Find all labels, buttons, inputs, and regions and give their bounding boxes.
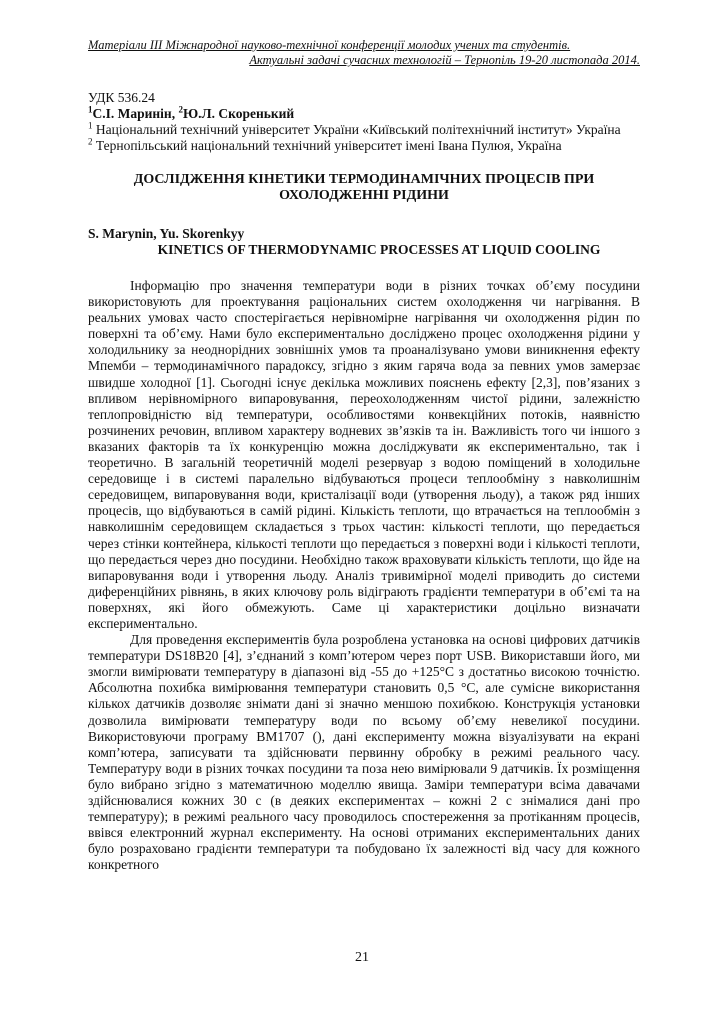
page-number: 21 <box>355 950 369 965</box>
body-paragraph-1: Інформацію про значення температури води в різних точках об’єму посудини використовують для проектування раціональних систем охолодження чи нагрівання. В реальних умовах часто спостерігається нерівномірне нагрівання чи охолодження рідин по поверхні та об’єму. Нами було експериментально досліджено процес охолодження рідини у холодильнику за неоднорідних зовнішніх умов та проаналізувано умови виникнення ефекту Мпемби – термодинамічного парадоксу, згідно з яким гаряча вода за певних умов замерзає швидше холодної [1]. Сьогодні існує декілька можливих пояснень ефекту [2,3], пов’язаних з впливом нерівномірного випаровування, переохолодженням чистої рідини, залежністю теплопровідністю від температури, особливостями конвекційних потоків, наявністю розчинених речовин, впливом характеру водневих зв’язків та ін. Важливість того чи іншого з вказаних факторів та їх конкуренцію можна досліджувати як експериментально, так і теоретично. В загальній теоретичній моделі резервуар з водою поміщений в холодильне середовище і в системі паралельно відбуваються процеси теплообміну з навколишнім середовищем, випаровування води, кристалізації води (утворення льоду), а також ряд інших процесів, що відбуваються в самій рідині. Кількість теплоти, що втрачається на теплообмін з навколишнім середовищем складається з трьох частин: кількості теплоти, що передається через стінки контейнера, кількості теплоти що передається з поверхні води і кількості теплоти, що передається через дно посудини. Необхідно також враховувати кількість теплоти, що йде на випаровування води і утворення льоду. Аналіз тривимірної моделі приводить до системи диференційних рівнянь, в яких ключову роль відіграють градієнти температури в об’ємі та на поверхнях, які його обмежують. Саме ці характеристики доцільно визначати експериментально. <box>88 278 640 631</box>
affiliation-2 <box>88 138 640 154</box>
author-2-name: Ю.Л. Скоренький <box>182 106 295 121</box>
body-paragraph-2: Для проведення експериментів була розроблена установка на основі цифрових датчиків температури DS18B20 [4], з’єднаний з комп’ютером через порт USB. Використавши його, ми змогли вимірювати температуру в діапазоні від -55 до +125°C з достатньо високою точністю. Абсолютна похибка вимірювання температури становить 0,5 °C, але сумісне використання кількох датчиків дозволяє знімати дані зі значно меншою похибкою. Конструкція установки дозволила вимірювати температуру води по всьому об’єму невеликої посудини. Використовуючи програму BM1707 (), дані експерименту можна візуалізувати на екрані комп’ютера, записувати та здійснювати первинну обробку в режимі реального часу. Температуру води в різних точках посудини та поза нею вимірювали 9 датчиків. Їх розміщення було вибрано згідно з математичною моделлю явища. Заміри температури всіма давачами здійснювалися кожних 30 с (в деяких експериментах – кожні 2 с знімалися дані про температуру); в режимі реального часу проводилось спостереження за протіканням процесів, ввівся електронний журнал експерименту. На основі отриманих експериментальних даних було розраховано градієнти температури та побудовано їх залежності від часу для кожного конкретного <box>88 632 640 873</box>
author-1-name: С.І. Маринін, <box>92 106 179 121</box>
affiliation-2-marker: 2 <box>88 136 93 147</box>
authors-ua <box>88 106 640 122</box>
article-body <box>88 278 640 873</box>
author-2-marker: 2 <box>178 104 183 115</box>
affiliation-1-text: Національний технічний університет України «Київський політехнічний інститут» Україна <box>92 122 621 137</box>
affiliation-2-text: Тернопільський національний технічний університет імені Івана Пулюя, Україна <box>92 138 562 153</box>
author-1-marker: 1 <box>88 104 93 115</box>
authors-en: S. Marynin, Yu. Skorenkyy <box>88 226 245 241</box>
running-head <box>88 38 640 68</box>
running-head-line-1: Матеріали ІІІ Міжнародної науково-технічної конференції молодих учених та студентів. <box>88 38 571 52</box>
running-head-line-2: Актуальні задачі сучасних технологій – Тернопіль 19-20 листопада 2014. <box>249 53 640 67</box>
affiliation-1-marker: 1 <box>88 120 93 131</box>
udc-code: УДК 536.24 <box>88 90 155 105</box>
article-title-en: KINETICS OF THERMODYNAMIC PROCESSES AT LIQUID COOLING <box>157 242 601 257</box>
article-meta <box>88 90 640 154</box>
article-title-ua: ДОСЛІДЖЕННЯ КІНЕТИКИ ТЕРМОДИНАМІЧНИХ ПРОЦЕСІВ ПРИ ОХОЛОДЖЕННІ РІДИНИ <box>133 172 595 203</box>
page-content <box>88 38 640 873</box>
affiliation-1 <box>88 122 640 138</box>
